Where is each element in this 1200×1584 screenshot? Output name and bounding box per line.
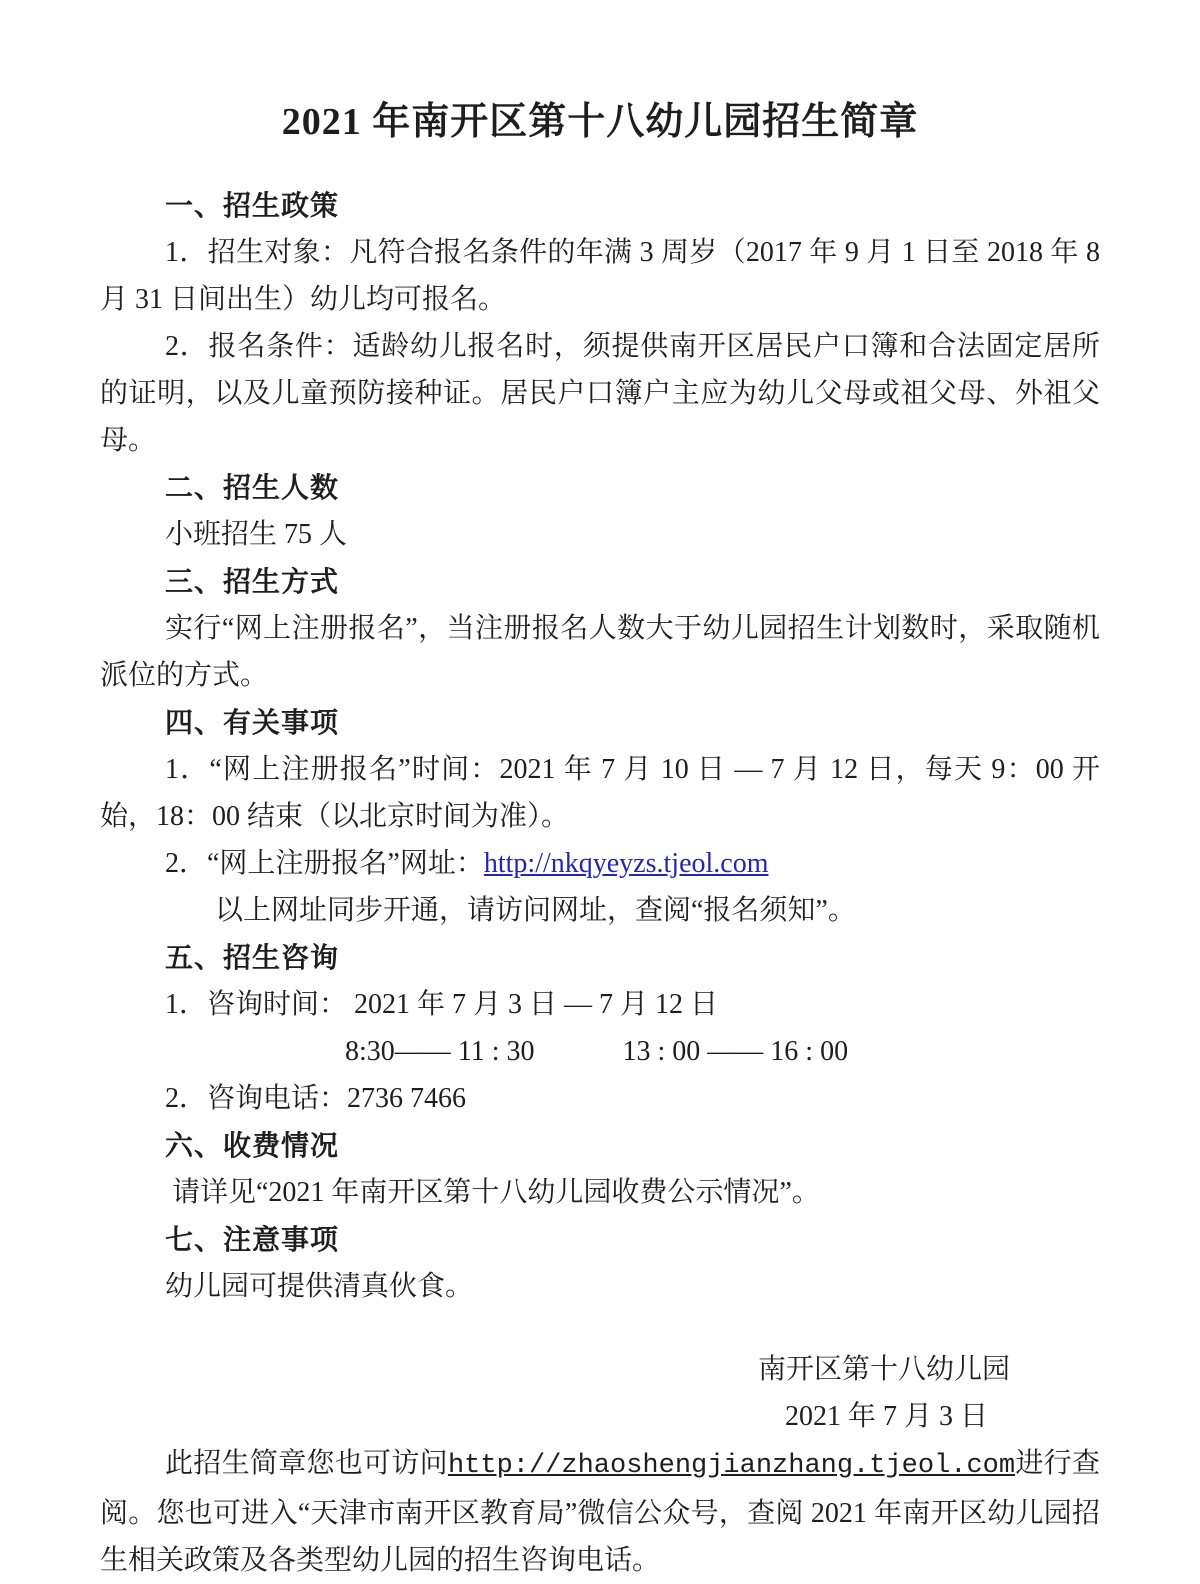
section-4-note: 以上网址同步开通，请访问网址，查阅“报名须知”。 <box>215 895 856 926</box>
section-1-item-2: 2．报名条件：适龄幼儿报名时，须提供南开区居民户口簿和合法固定居所的证明，以及儿童预防接种证。居民户口簿户主应为幼儿父母或祖父母、外祖父母。 <box>100 331 1100 456</box>
section-4-item-2 <box>100 840 1100 887</box>
section-5-consult-hours <box>100 1028 1100 1075</box>
section-7-heading: 七、注意事项 <box>165 1224 340 1255</box>
registration-url-link[interactable]: http://nkqyeyzs.tjeol.com <box>483 848 769 879</box>
section-5-consult-time: 1．咨询时间： 2021 年 7 月 3 日 — 7 月 12 日 <box>165 989 719 1020</box>
footer-suffix: 进行查阅。您也可进入“天津市南开区教育局”微信公众号，查阅 2021 年南开区幼儿园招生相关政策及各类型幼儿园的招生咨询电话。 <box>100 1448 1101 1576</box>
signature-organization: 南开区第十八幼儿园 <box>757 1354 1010 1385</box>
section-3-heading: 三、招生方式 <box>165 566 340 597</box>
section-2-enrollment-count: 小班招生 75 人 <box>165 519 348 550</box>
section-7-paragraph: 幼儿园可提供清真伙食。 <box>165 1271 474 1302</box>
footer-prefix: 此招生简章您也可访问 <box>165 1448 448 1479</box>
signature-date: 2021 年 7 月 3 日 <box>784 1401 988 1432</box>
section-4-item-1: 1．“网上注册报名”时间：2021 年 7 月 10 日 — 7 月 12 日，每天 9：00 开始，18：00 结束（以北京时间为准）。 <box>100 754 1100 832</box>
announcement-url-link[interactable]: http://zhaoshengjianzhang.tjeol.com <box>447 1451 1016 1481</box>
section-1-item-1: 1．招生对象：凡符合报名条件的年满 3 周岁（2017 年 9 月 1 日至 2018 年 8 月 31 日间出生）幼儿均可报名。 <box>100 237 1100 315</box>
section-6-paragraph: 请详见“2021 年南开区第十八幼儿园收费公示情况”。 <box>172 1177 820 1208</box>
section-2-heading: 二、招生人数 <box>165 472 340 503</box>
registration-url-label: 2．“网上注册报名”网址： <box>165 848 484 879</box>
document-title: 2021 年南开区第十八幼儿园招生简章 <box>281 101 919 143</box>
section-4-heading: 四、有关事项 <box>165 707 340 738</box>
consult-hours-morning: 8:30—— 11 : 30 <box>345 1036 535 1067</box>
section-5-heading: 五、招生咨询 <box>165 942 340 973</box>
section-6-heading: 六、收费情况 <box>165 1130 340 1161</box>
section-1-heading: 一、招生政策 <box>165 190 340 221</box>
consult-hours-afternoon: 13 : 00 —— 16 : 00 <box>622 1036 849 1067</box>
footer-paragraph <box>100 1440 1100 1584</box>
section-3-paragraph: 实行“网上注册报名”，当注册报名人数大于幼儿园招生计划数时，采取随机派位的方式。 <box>100 613 1100 691</box>
section-5-consult-phone: 2．咨询电话：2736 7466 <box>165 1083 467 1114</box>
